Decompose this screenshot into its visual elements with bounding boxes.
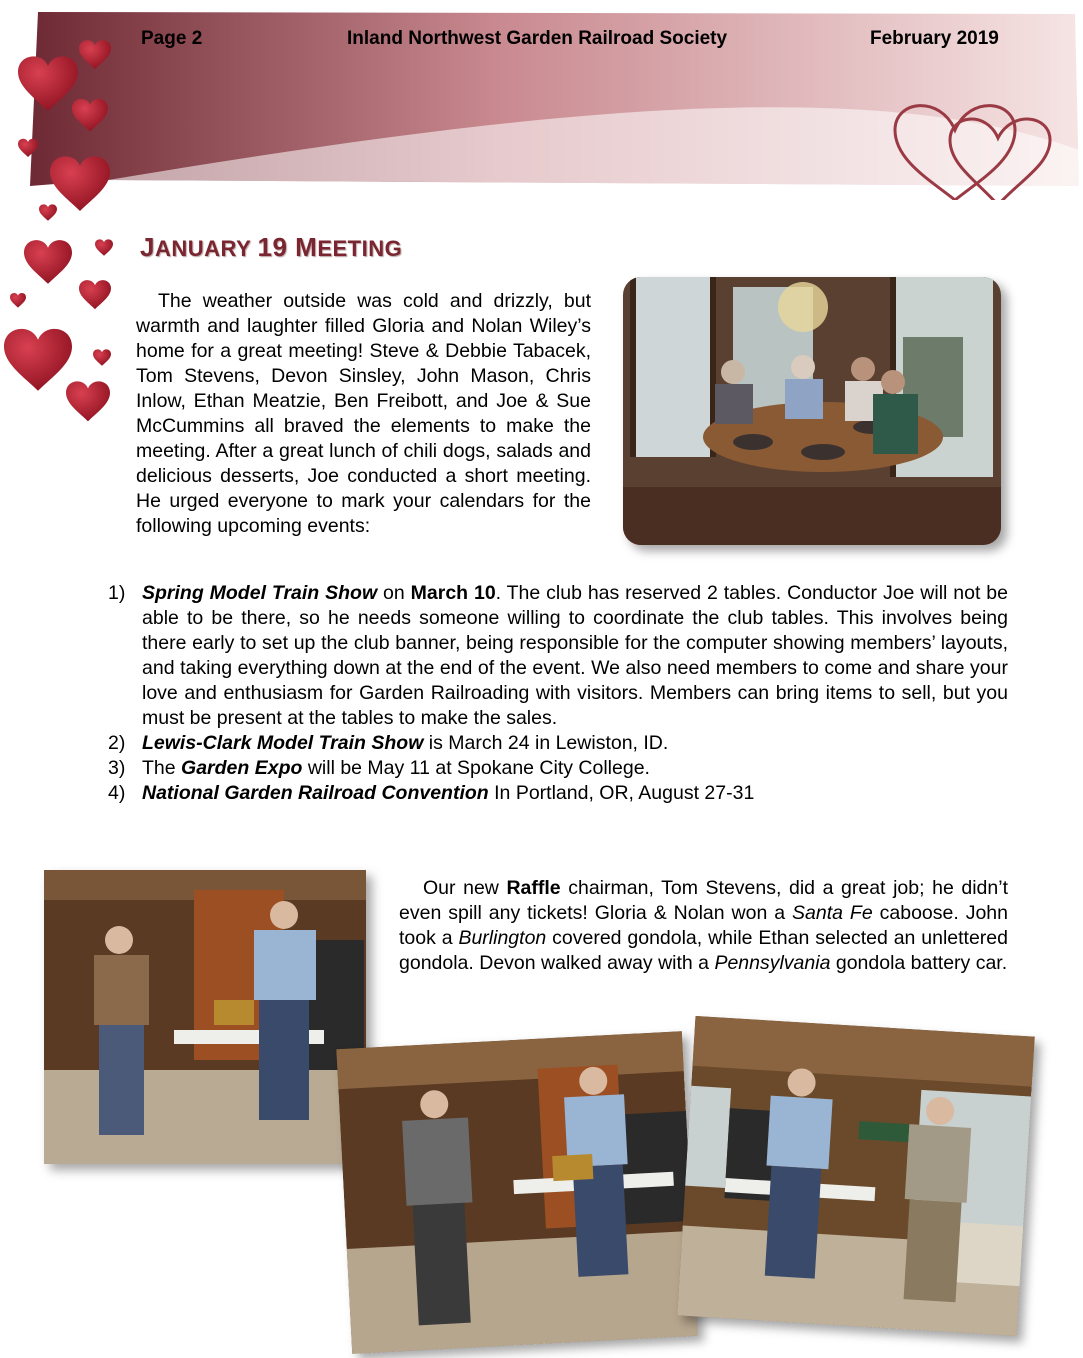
event-text: will be May 11 at Spokane City College. bbox=[302, 757, 650, 779]
hearts-decoration bbox=[0, 30, 140, 440]
raffle-text: gondola battery car. bbox=[830, 952, 1008, 974]
newsletter-title: Inland Northwest Garden Railroad Society bbox=[347, 28, 728, 49]
event-date: March 10 bbox=[410, 582, 496, 604]
event-name: Lewis-Clark Model Train Show bbox=[142, 732, 424, 754]
event-text: The bbox=[142, 757, 182, 779]
raffle-text: Our new bbox=[423, 877, 507, 899]
event-item bbox=[108, 781, 1008, 806]
intro-paragraph: The weather outside was cold and drizzly, but warmth and laughter filled Gloria and Nolan Wiley’s home for a great meeting! Steve & Debbie Tabacek, Tom Stevens, Devon Sinsley, John Mason, Chris Inlow, Ethan Meatzie, Ben Freibott, and Joe & Sue McCummins all braved the elements to make the meeting. After a great lunch of chili dogs, salads and delicious desserts, Joe conducted a short meeting. He urged everyone to mark your calendars for the following upcoming events: bbox=[136, 290, 591, 537]
raffle-text: covered gondola, while Ethan selected an unlettered gondola. Devon walked away with a bbox=[399, 927, 1008, 974]
issue-date: February 2019 bbox=[870, 28, 999, 49]
event-text: . The club has reserved 2 tables. Conductor Joe will not be able to be there, so he needs someone willing to coordinate the club tables. This involves being there early to set up the club banner, being responsible for the computer showing members’ layouts, and taking everything down at the end of the event. We also need members to come and share your love and enthusiasm for Garden Railroading with visitors. Members can bring items to sell, but you must be present at the tables to make the sales. bbox=[142, 582, 1008, 729]
list-number: 2) bbox=[108, 732, 126, 754]
page-number: Page 2 bbox=[141, 28, 203, 49]
event-text: on bbox=[377, 582, 411, 604]
raffle-text: caboose. John took a bbox=[399, 902, 1008, 949]
title-part: 19 bbox=[257, 232, 296, 262]
title-part: ANUARY bbox=[154, 236, 258, 261]
event-item bbox=[108, 756, 1008, 781]
upcoming-events-list bbox=[108, 581, 1008, 806]
raffle-photo-3 bbox=[677, 1016, 1035, 1336]
list-number: 3) bbox=[108, 757, 126, 779]
event-name: Spring Model Train Show bbox=[142, 582, 378, 604]
event-name: Garden Expo bbox=[181, 757, 303, 779]
event-text: is March 24 in Lewiston, ID. bbox=[423, 732, 669, 754]
raffle-paragraph bbox=[399, 876, 1008, 976]
railroad-name: Pennsylvania bbox=[714, 952, 831, 974]
raffle-text: chairman, Tom Stevens, did a great job; he didn’t even spill any tickets! Gloria & Nolan won a bbox=[399, 877, 1008, 924]
event-item bbox=[108, 581, 1008, 731]
list-number: 1) bbox=[108, 582, 126, 604]
raffle-photo-1 bbox=[44, 870, 366, 1164]
railroad-name: Burlington bbox=[458, 927, 547, 949]
event-name: National Garden Railroad Convention bbox=[142, 782, 489, 804]
raffle-photo-2 bbox=[336, 1031, 697, 1354]
event-item bbox=[108, 731, 1008, 756]
meeting-dining-photo bbox=[623, 277, 1001, 545]
event-text: In Portland, OR, August 27-31 bbox=[488, 782, 755, 804]
title-part: EETING bbox=[317, 236, 403, 261]
title-part: M bbox=[295, 232, 318, 262]
title-part: J bbox=[140, 232, 155, 262]
article-title bbox=[140, 232, 402, 263]
raffle-keyword: Raffle bbox=[506, 877, 561, 899]
list-number: 4) bbox=[108, 782, 126, 804]
railroad-name: Santa Fe bbox=[792, 902, 873, 924]
